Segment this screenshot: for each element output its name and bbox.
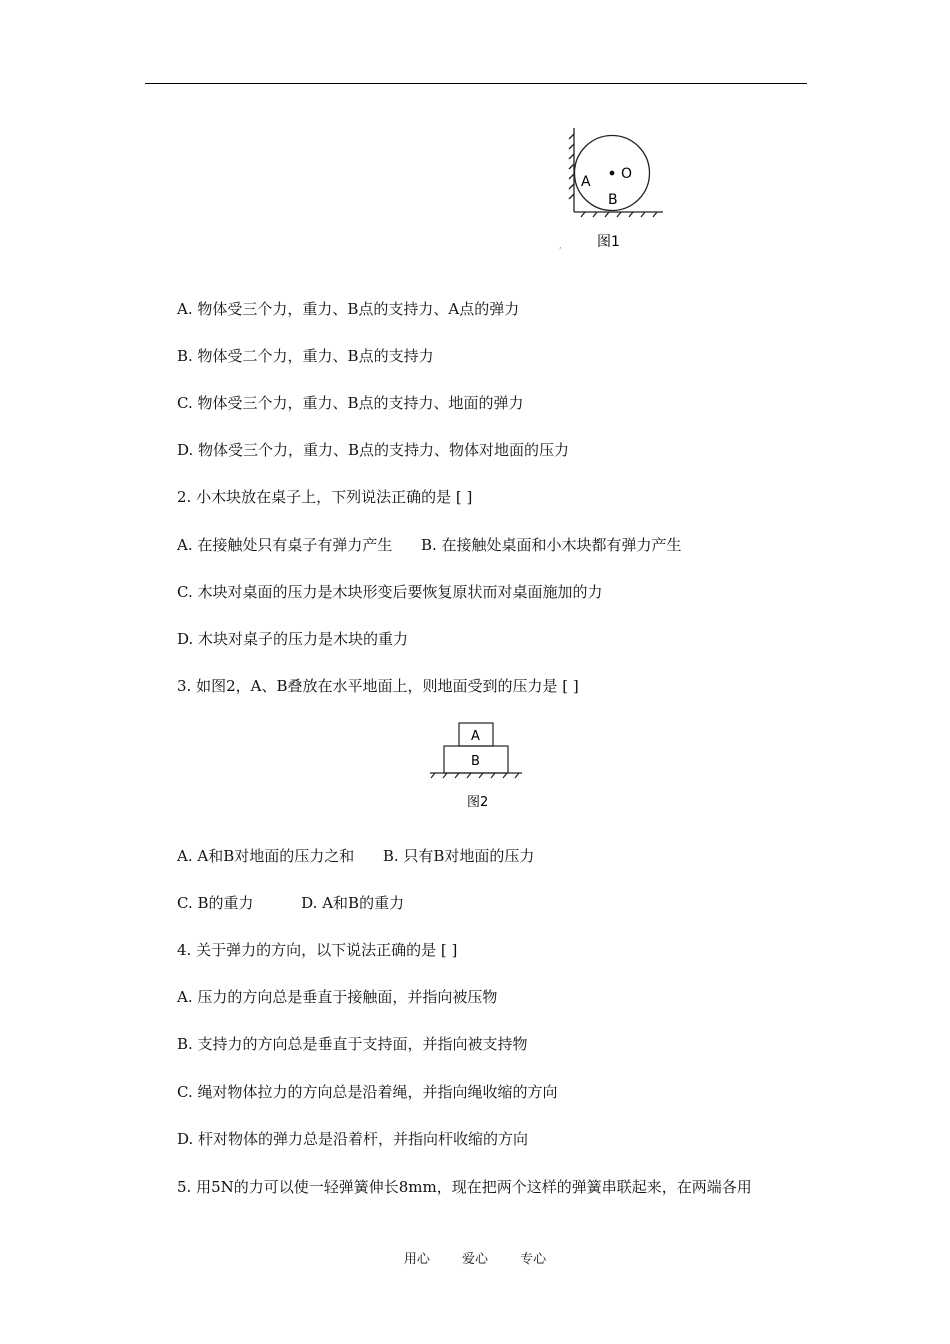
footer-item: 专心 (520, 1252, 547, 1267)
q4-option-c: C. 绳对物体拉力的方向总是沿着绳，并指向绳收缩的方向 (177, 1083, 558, 1101)
q5-stem: 5. 用5N的力可以使一轻弹簧伸长8mm，现在把两个这样的弹簧串联起来，在两端各用 (177, 1178, 752, 1196)
figure-1 (555, 120, 675, 255)
q1-option-a: A. 物体受三个力，重力、B点的支持力、A点的弹力 (177, 300, 520, 318)
header-rule (145, 83, 807, 84)
page-footer (0, 1248, 950, 1267)
q1-option-c: C. 物体受三个力，重力、B点的支持力、地面的弹力 (177, 394, 524, 412)
q3-stem: 3. 如图2，A、B叠放在水平地面上，则地面受到的压力是 [ ] (177, 677, 579, 695)
svg-text:,: , (559, 241, 562, 250)
label-a: A (581, 174, 591, 190)
q4-stem: 4. 关于弹力的方向，以下说法正确的是 [ ] (177, 941, 458, 959)
q2-stem: 2. 小木块放在桌子上，下列说法正确的是 [ ] (177, 488, 473, 506)
q1-option-b: B. 物体受二个力，重力、B点的支持力 (177, 347, 434, 365)
q4-option-d: D. 杆对物体的弹力总是沿着杆，并指向杆收缩的方向 (177, 1130, 529, 1148)
q1-option-d: D. 物体受三个力，重力、B点的支持力、物体对地面的压力 (177, 441, 570, 459)
q2-options-ab: A. 在接触处只有桌子有弹力产生 B. 在接触处桌面和小木块都有弹力产生 (177, 536, 682, 554)
q4-option-b: B. 支持力的方向总是垂直于支持面，并指向被支持物 (177, 1035, 528, 1053)
block-a-label: A (471, 729, 480, 744)
label-o: O (621, 166, 633, 182)
q3-options-ab: A. A和B对地面的压力之和 B. 只有B对地面的压力 (177, 847, 535, 865)
center-dot (610, 171, 615, 176)
figure-2 (425, 718, 530, 810)
figure-2-caption: 图2 (467, 795, 489, 810)
q4-option-a: A. 压力的方向总是垂直于接触面，并指向被压物 (177, 988, 498, 1006)
footer-item: 用心 (403, 1252, 430, 1267)
q3-options-cd: C. B的重力 D. A和B的重力 (177, 894, 405, 912)
label-b: B (608, 192, 618, 208)
q2-option-c: C. 木块对桌面的压力是木块形变后要恢复原状而对桌面施加的力 (177, 583, 603, 601)
footer-item: 爱心 (461, 1252, 488, 1267)
figure-1-caption: 图1 (597, 234, 620, 250)
block-b-label: B (471, 754, 480, 769)
q2-option-d: D. 木块对桌子的压力是木块的重力 (177, 630, 409, 648)
